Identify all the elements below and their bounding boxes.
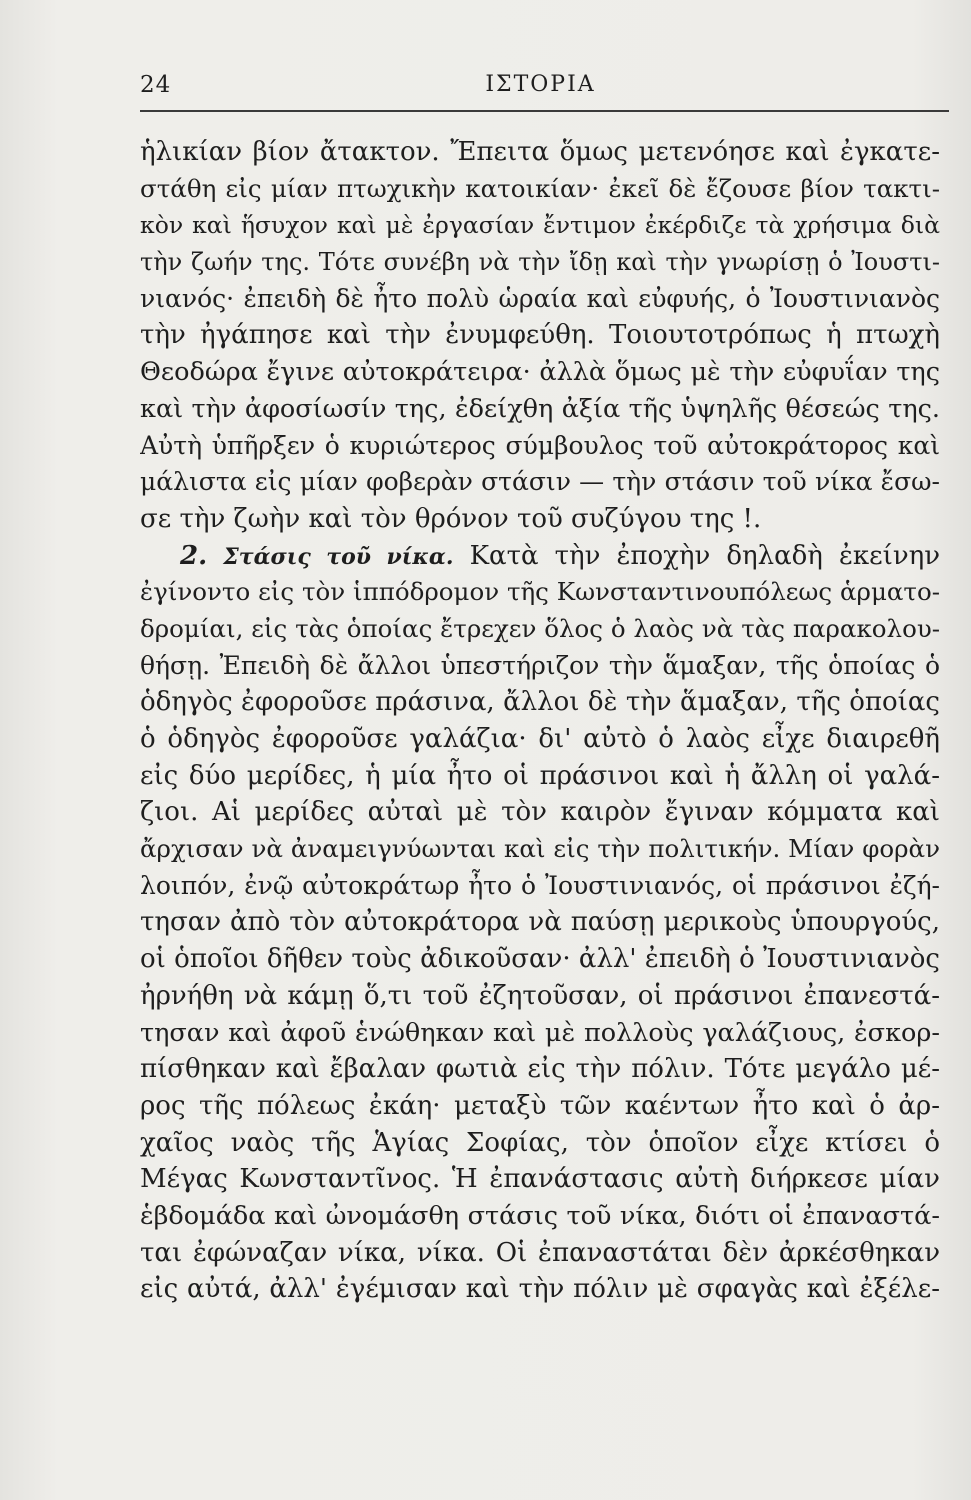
text-line: ὁδηγὸς ἐφοροῦσε πράσινα, ἄλλοι δὲ τὴν ἅμαξαν, τῆς ὁποίας: [140, 687, 940, 718]
text-line: ρος τῆς πόλεως ἐκάη· μεταξὺ τῶν καέντων ἦτο καὶ ὁ ἀρ-: [140, 1090, 940, 1121]
text-line: λοιπόν, ἐνῷ αὐτοκράτωρ ἦτο ὁ Ἰουστινιανός, οἱ πράσινοι ἐζή-: [140, 870, 940, 900]
running-title: ΙΣΤΟΡΙΑ: [485, 72, 596, 97]
text-line: θήσῃ. Ἐπειδὴ δὲ ἄλλοι ὑπεστήριζον τὴν ἅμαξαν, τῆς ὁποίας ὁ: [140, 650, 940, 680]
text-line: πίσθηκαν καὶ ἔβαλαν φωτιὰ εἰς τὴν πόλιν. Τότε μεγάλο μέ-: [140, 1054, 940, 1085]
text-line: Αὐτὴ ὑπῆρξεν ὁ κυριώτερος σύμβουλος τοῦ αὐτοκράτορος καὶ: [140, 430, 940, 460]
text-line: ἡλικίαν βίον ἄτακτον. Ἔπειτα ὅμως μετενόησε καὶ ἐγκατε-: [140, 137, 940, 167]
text-line: εἰς δύο μερίδες, ἡ μία ἦτο οἱ πράσινοι καὶ ἡ ἄλλη οἱ γαλά-: [140, 760, 940, 791]
text-line: κὸν καὶ ἥσυχον καὶ μὲ ἐργασίαν ἔντιμον ἐκέρδιζε τὰ χρήσιμα διὰ: [140, 211, 940, 240]
text-line: ἐγίνοντο εἰς τὸν ἱππόδρομον τῆς Κωνσταντινουπόλεως ἁρματο-: [140, 577, 940, 607]
section-number: 2.: [180, 540, 208, 571]
text-line: καὶ τὴν ἀφοσίωσίν της, ἐδείχθη ἀξία τῆς ὑψηλῆς θέσεώς της.: [140, 393, 940, 424]
text-line: ὁ ὁδηγὸς ἐφοροῦσε γαλάζια· δι' αὐτὸ ὁ λαὸς εἶχε διαιρεθῆ: [140, 724, 940, 754]
text-line: ἠρνήθη νὰ κάμῃ ὅ,τι τοῦ ἐζητοῦσαν, οἱ πράσινοι ἐπανεστά-: [140, 980, 940, 1011]
text-line: στάθη εἰς μίαν πτωχικὴν κατοικίαν· ἐκεῖ δὲ ἔζουσε βίον τακτι-: [140, 173, 940, 203]
page-number: 24: [140, 72, 172, 98]
text-line: ἑβδομάδα καὶ ὠνομάσθη στάσις τοῦ νίκα, διότι οἱ ἐπαναστά-: [140, 1200, 940, 1231]
text-line: σε τὴν ζωὴν καὶ τὸν θρόνον τοῦ συζύγου της !.: [140, 503, 762, 534]
text-line: οἱ ὁποῖοι δῆθεν τοὺς ἀδικοῦσαν· ἀλλ' ἐπειδὴ ὁ Ἰουστινιανὸς: [140, 944, 940, 975]
text-line: Θεοδώρα ἔγινε αὐτοκράτειρα· ἀλλὰ ὅμως μὲ τὴν εὐφυΐαν της: [140, 357, 940, 388]
page-header: [140, 72, 941, 106]
text-line: τησαν ἀπὸ τὸν αὐτοκράτορα νὰ παύσῃ μερικοὺς ὑπουργούς,: [140, 907, 940, 938]
text-line: ται ἐφώναζαν νίκα, νίκα. Οἱ ἐπαναστάται δὲν ἀρκέσθηκαν: [140, 1237, 940, 1268]
section-heading-line: [140, 538, 940, 575]
text-line: ἄρχισαν νὰ ἀναμειγνύωνται καὶ εἰς τὴν πολιτικήν. Μίαν φορὰν: [140, 834, 940, 864]
text-line: τησαν καὶ ἀφοῦ ἑνώθηκαν καὶ μὲ πολλοὺς γαλάζιους, ἐσκορ-: [140, 1017, 940, 1048]
text-line: χαῖος ναὸς τῆς Ἁγίας Σοφίας, τὸν ὁποῖον εἶχε κτίσει ὁ: [140, 1127, 940, 1158]
text-line: νιανός· ἐπειδὴ δὲ ἦτο πολὺ ὡραία καὶ εὐφυής, ὁ Ἰουστινιανὸς: [140, 283, 940, 313]
text-line: τὴν ἠγάπησε καὶ τὴν ἐνυμφεύθη. Τοιουτοτρόπως ἡ πτωχὴ: [140, 320, 940, 351]
section-title: Στάσις τοῦ νίκα.: [223, 543, 454, 570]
text-line: εἰς αὐτά, ἀλλ' ἐγέμισαν καὶ τὴν πόλιν μὲ σφαγὰς καὶ ἐξέλε-: [140, 1274, 940, 1305]
text-line: ζιοι. Αἱ μερίδες αὐταὶ μὲ τὸν καιρὸν ἔγιναν κόμματα καὶ: [140, 797, 940, 828]
body-text: [140, 134, 940, 1308]
text-line: τὴν ζωήν της. Τότε συνέβη νὰ τὴν ἴδῃ καὶ τὴν γνωρίσῃ ὁ Ἰουστι-: [140, 248, 940, 277]
section-lead-text: Κατὰ τὴν ἐποχὴν δηλαδὴ ἐκείνην: [469, 540, 940, 571]
text-line: μάλιστα εἰς μίαν φοβερὰν στάσιν — τὴν στάσιν τοῦ νίκα ἔσω-: [140, 467, 940, 497]
text-line: Μέγας Κωνσταντῖνος. Ἡ ἐπανάστασις αὐτὴ διήρκεσε μίαν: [140, 1164, 940, 1195]
text-line: δρομίαι, εἰς τὰς ὁποίας ἔτρεχεν ὅλος ὁ λαὸς νὰ τὰς παρακολου-: [140, 613, 940, 643]
header-rule: [140, 110, 949, 112]
